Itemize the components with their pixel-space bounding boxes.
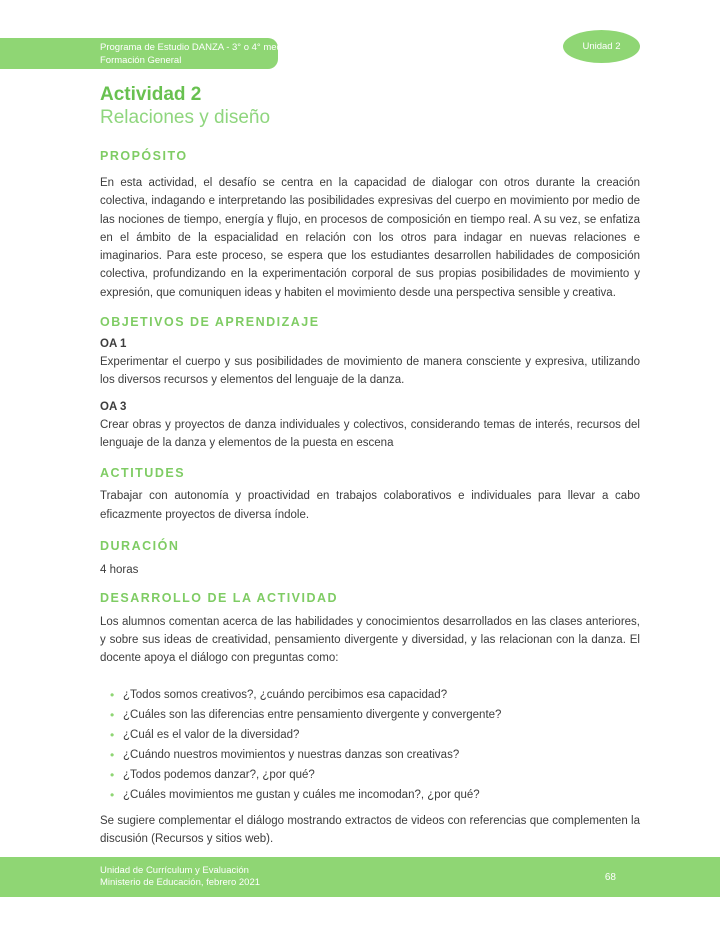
- page-number: 68: [604, 871, 616, 883]
- section-heading-proposito: PROPÓSITO: [100, 149, 188, 163]
- oa1-text: Experimentar el cuerpo y sus posibilidades de movimiento de manera consciente y expresiva, utilizando los diversos recursos y elementos del lenguaje de la danza.: [100, 356, 640, 387]
- section-heading-duracion: DURACIÓN: [100, 538, 180, 553]
- oa3-text: Crear obras y proyectos de danza individuales y colectivos, considerando temas de interés, recursos del lenguaje de la danza y elementos de la puesta en escena: [100, 418, 640, 449]
- main-content: [100, 0, 640, 848]
- question-item: • ¿Cuándo nuestros movimientos y nuestras danzas son creativas?: [110, 745, 640, 765]
- footer-bar: [0, 857, 720, 897]
- desarrollo-outro-paragraph: Se sugiere complementar el diálogo mostrando extractos de videos con referencias que complementen la discusión (Recursos y sitios web).: [100, 814, 640, 846]
- footer-line2: Ministerio de Educación, febrero 2021: [100, 877, 261, 888]
- header-program-line2: Formación General: [100, 54, 182, 66]
- header-program-line1: Programa de Estudio DANZA - 3° o 4° medio: [100, 41, 290, 53]
- activity-subtitle: Relaciones y diseño: [100, 107, 271, 128]
- duration-value: 4 horas: [100, 563, 139, 576]
- footer-line1: Unidad de Currículum y Evaluación: [100, 864, 249, 876]
- desarrollo-intro-paragraph: Los alumnos comentan acerca de las habilidades y conocimientos desarrollados en las clases anteriores, y sobre sus ideas de creatividad, pensamiento divergente y diversidad, y las relacionan con la danza. El docente apoya el diálogo con preguntas como:: [100, 615, 640, 665]
- question-list: [100, 685, 640, 805]
- activity-title: Actividad 2: [100, 84, 202, 105]
- oa1-code: OA 1: [100, 338, 127, 351]
- actitudes-paragraph: Trabajar con autonomía y proactividad en trabajos colaborativos e individuales para llevar a cabo eficazmente proyectos de diversa índole.: [100, 490, 640, 521]
- question-item: • ¿Cuál es el valor de la diversidad?: [110, 725, 640, 745]
- section-heading-desarrollo: DESARROLLO DE LA ACTIVIDAD: [100, 590, 339, 605]
- question-item: • ¿Cuáles movimientos me gustan y cuáles me incomodan?, ¿por qué?: [110, 785, 640, 805]
- unit-badge-label: Unidad 2: [582, 41, 621, 52]
- oa3-code: OA 3: [100, 400, 127, 413]
- question-item: • ¿Cuáles son las diferencias entre pensamiento divergente y convergente?: [110, 705, 640, 725]
- question-item: • ¿Todos podemos danzar?, ¿por qué?: [110, 765, 640, 785]
- proposito-paragraph: En esta actividad, el desafío se centra en la capacidad de dialogar con otros durante la creación colectiva, indagando e interpretando las posibilidades expresivas del cuerpo en movimiento por medio de las nociones de tiempo, energía y flujo, en procesos de composición en tiempo real. A su vez, se enfatiza en el ámbito de la espacialidad en relación con los otros para indagar en nuevas relaciones e imaginarios. Para este proceso, se espera que los estudiantes desarrollen habilidades de composición colectiva, profundizando en la experimentación corporal de sus propias posibilidades de movimiento y expresión, que comuniquen ideas y habiten el movimiento desde una perspectiva sensible y creativa.: [100, 177, 640, 299]
- section-heading-actitudes: ACTITUDES: [100, 466, 186, 481]
- footer-credits: [100, 865, 260, 890]
- question-item: • ¿Todos somos creativos?, ¿cuándo percibimos esa capacidad?: [110, 685, 640, 705]
- section-heading-objetivos: OBJETIVOS DE APRENDIZAJE: [100, 315, 320, 330]
